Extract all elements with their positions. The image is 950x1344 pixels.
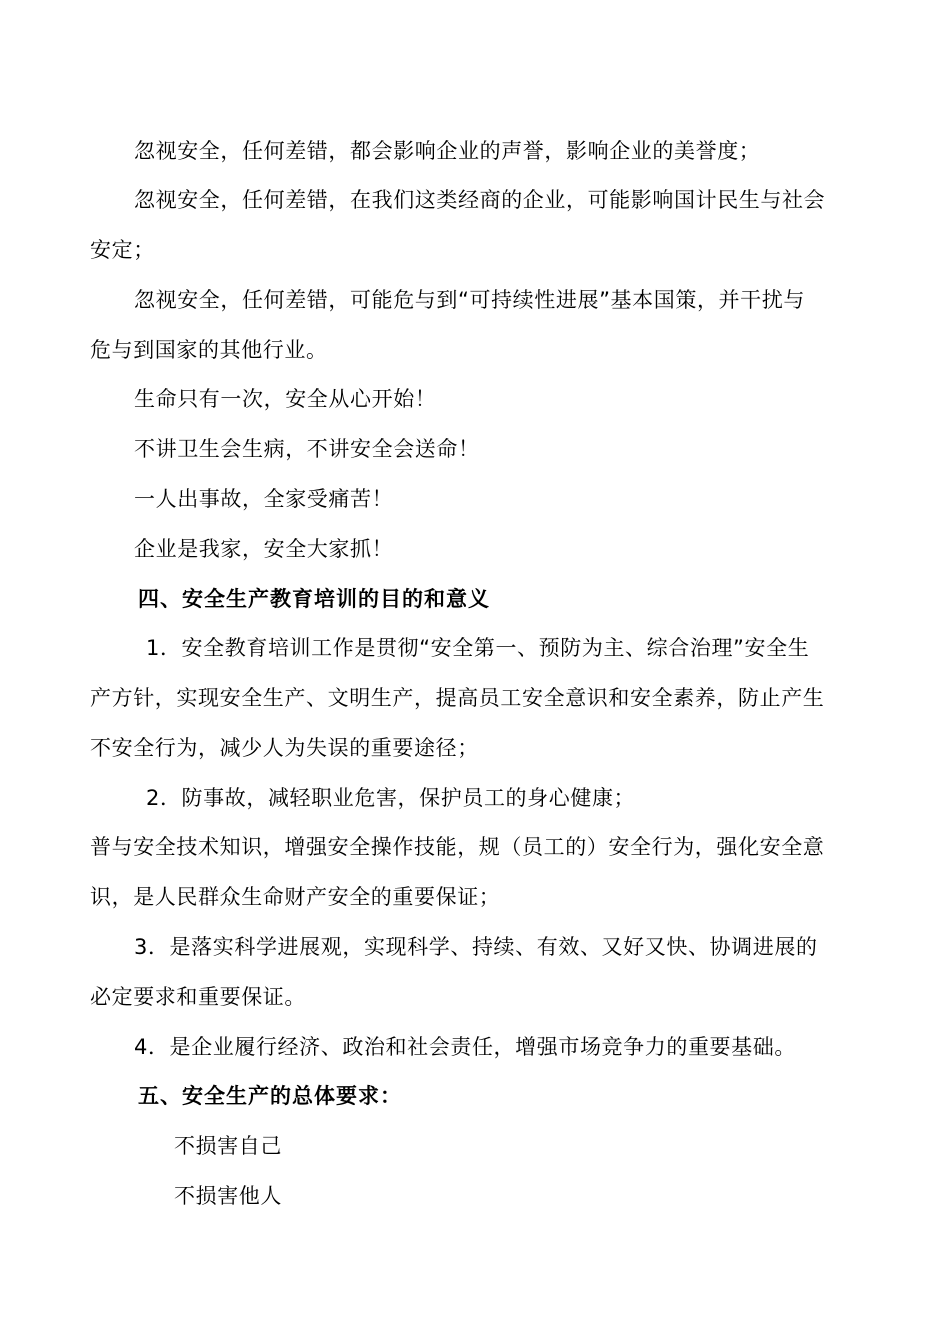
slogan-line: 生命只有一次，安全从心开始！ [134, 387, 437, 411]
paragraph-line: 必定要求和重要保证。 [90, 985, 306, 1009]
paragraph-line: 普与安全技术知识，增强安全操作技能，规（员工的）安全行为，强化安全意 [90, 835, 825, 859]
section-heading: 五、安全生产的总体要求： [138, 1084, 402, 1108]
requirement-item: 不损害自己 [174, 1134, 282, 1158]
paragraph-line: 1．安全教育培训工作是贯彻“安全第一、预防为主、综合治理”安全生 [146, 636, 810, 660]
paragraph-line: 不安全行为，减少人为失误的重要途径； [90, 736, 479, 760]
paragraph-line: 识，是人民群众生命财产安全的重要保证； [90, 885, 501, 909]
paragraph-line: 2．防事故，减轻职业危害，保护员工的身心健康； [146, 786, 636, 810]
paragraph-line: 4．是企业履行经济、政治和社会责任，增强市场竞争力的重要基础。 [134, 1035, 796, 1059]
paragraph-line: 产方针，实现安全生产、文明生产，提高员工安全意识和安全素养，防止产生 [90, 686, 825, 710]
slogan-line: 不讲卫生会生病，不讲安全会送命！ [134, 437, 480, 461]
section-heading: 四、安全生产教育培训的目的和意义 [138, 587, 490, 611]
paragraph-line: 忽视安全，任何差错，在我们这类经商的企业，可能影响国计民生与社会 [134, 188, 826, 212]
slogan-line: 一人出事故，全家受痛苦！ [134, 487, 394, 511]
paragraph-line: 安定； [90, 238, 155, 262]
paragraph-line: 3．是落实科学进展观，实现科学、持续、有效、又好又快、协调进展的 [134, 935, 818, 959]
slogan-line: 企业是我家，安全大家抓！ [134, 537, 394, 561]
requirement-item: 不损害他人 [174, 1184, 282, 1208]
paragraph-line: 忽视安全，任何差错，都会影响企业的声誉，影响企业的美誉度； [134, 139, 761, 163]
paragraph-line: 忽视安全，任何差错，可能危与到“可持续性进展”基本国策，并干扰与 [134, 288, 805, 312]
paragraph-line: 危与到国家的其他行业。 [90, 338, 328, 362]
